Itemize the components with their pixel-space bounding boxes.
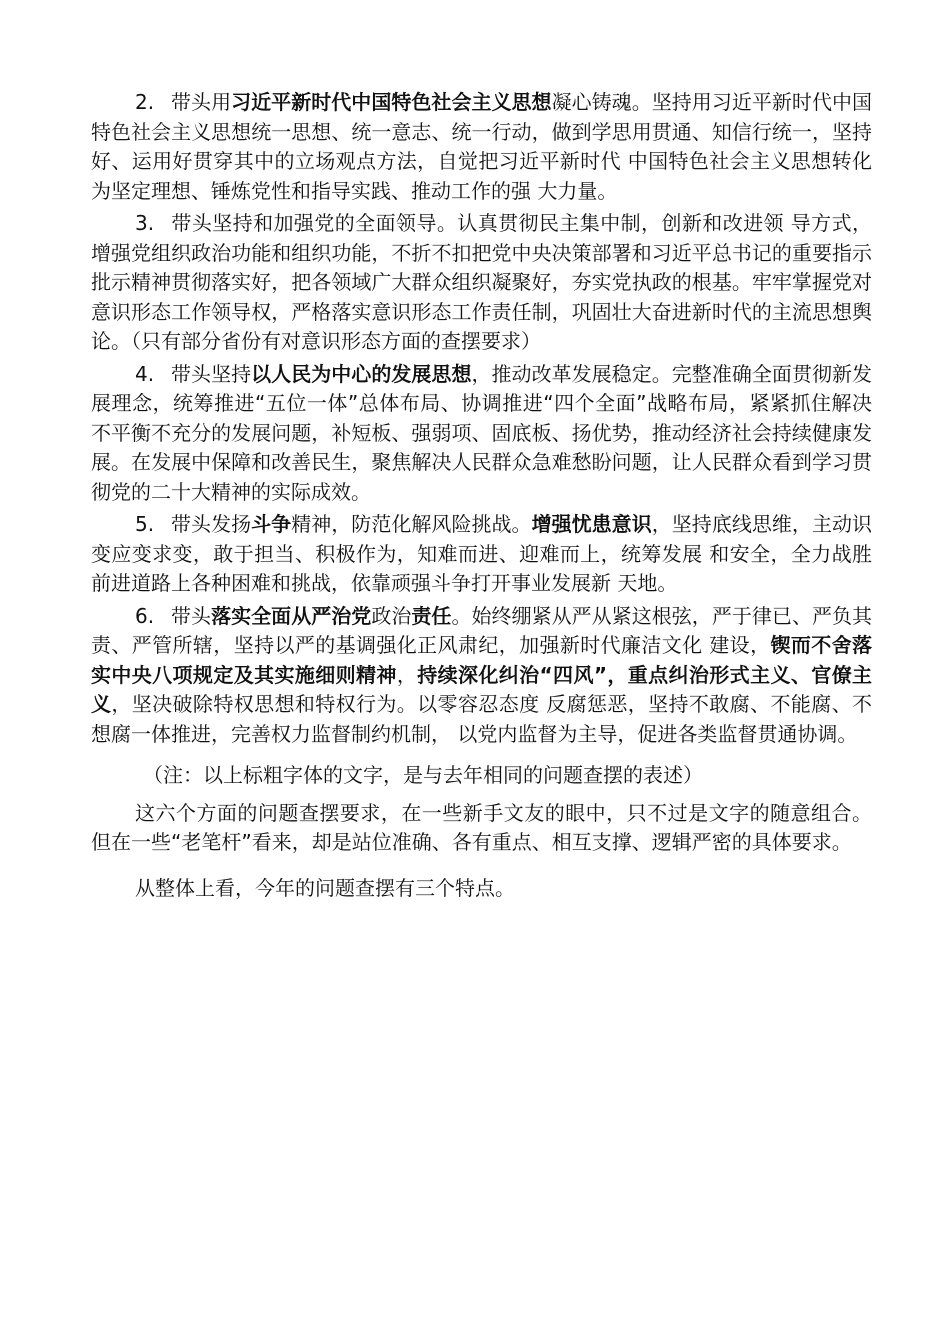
text-segment: ，坚决破除特权思想和特权行为。以零容忍态度 反腐惩恶，坚持不敢腐、不能腐、不想腐一体推进，完善权力监督制约机制， 以党内监督为主导，促进各类监督贯通协调。 [91, 692, 873, 746]
text-segment: 带头 [171, 603, 212, 628]
text-segment: 凝心铸魂。坚持用习近平新时代中国特色社会主义思想统一思想、统一意志、统一行动，做到学思用贯通、知信行统一，坚持好、运用好贯穿其中的立场观点方法，自觉把习近平新时代 中国特色社会主义思想转化为坚定理想、锤炼党性和指导实践、推动工作的强 大力量。 [91, 90, 873, 203]
text-segment: 带头坚持和加强党的全面领导。认真贯彻民主集中制，创新和改进领 导方式，增强党组织政治功能和组织功能，不折不扣把党中央决策部署和习近平总书记的重要指示批示精神贯彻落实好，把各领域广大群众组织凝聚好，夯实党执政的根基。牢牢掌握党对意识形态工作领导权，严格落实意识形态工作责任制，巩固壮大奋进新时代的主流思想舆论。（只有部分省份有对意识形态方面的查摆要求） [91, 211, 872, 353]
bold-text-segment: 持续深化纠治“四风”，重点纠治形式主义、官僚主义 [91, 662, 873, 716]
text-segment: 政治 [371, 603, 412, 628]
text-segment: 。始终绷紧从严从紧这根弦，严于律已、严负其责、严管所辖，坚持以严的基调强化正风肃纪，加强新时代廉洁文化 建设， [91, 603, 873, 657]
item-number: 4. [135, 361, 155, 386]
bold-text-segment: 斗争 [251, 512, 292, 536]
bold-text-segment: 责任 [411, 603, 452, 628]
bold-text-segment: 锲而不舍落实中央八项规定及其实施细则精神 [91, 633, 873, 687]
bold-text-segment: 增强忧患意识 [531, 512, 652, 536]
text-segment: 精神，防范化解风险挑战。 [291, 512, 532, 536]
text-segment: 带头用 [171, 90, 232, 114]
bold-text-segment: 习近平新时代中国特色社会主义思想 [231, 90, 552, 114]
text-segment: 带头坚持 [171, 361, 252, 386]
item-number: 3. [135, 211, 155, 235]
item-number: 6. [135, 603, 155, 628]
list-item-5 [91, 510, 872, 599]
bold-text-note: （注：以上标粗字体的文字，是与去年相同的问题查摆的表述） [143, 763, 703, 787]
list-item-6 [91, 602, 872, 750]
text-segment: 带头发扬 [171, 512, 252, 536]
list-item-2 [91, 88, 872, 206]
text-segment: ，推动改革发展稳定。完整准确全面贯彻新发展理念，统筹推进“五位一体”总体布局、协调推进“四个全面”战略布局，紧紧抓住解决不平衡不充分的发展问题，补短板、强弱项、固底板、扬优势，推动经济社会持续健康发展。在发展中保障和改善民生，聚焦解决人民群众急难愁盼问题，让人民群众看到学习贯彻党的二十大精神的实际成效。 [91, 361, 873, 504]
body-paragraph: 这六个方面的问题查摆要求，在一些新手文友的眼中，只不过是文字的随意组合。但在一些“老笔杆”看来，却是站位准确、各有重点、相互支撑、逻辑严密的具体要求。 [91, 800, 872, 854]
body-paragraph: 从整体上看，今年的问题查摆有三个特点。 [135, 875, 515, 900]
item-number: 5. [135, 512, 155, 536]
list-item-4 [91, 360, 872, 508]
bold-text-segment: 落实全面从严治党 [211, 603, 372, 628]
text-segment: ， [396, 662, 418, 687]
item-number: 2. [135, 90, 155, 114]
bold-text-segment: 以人民为中心的发展思想 [251, 361, 472, 386]
list-item-3 [91, 209, 872, 357]
text-segment: ，坚持底线思维，主动识变应变求变，敢于担当、积极作为，知难而进、迎难而上，统筹发展 和安全，全力战胜前进道路上各种困难和挑战，依靠顽强斗争打开事业发展新 天地。 [91, 512, 873, 595]
